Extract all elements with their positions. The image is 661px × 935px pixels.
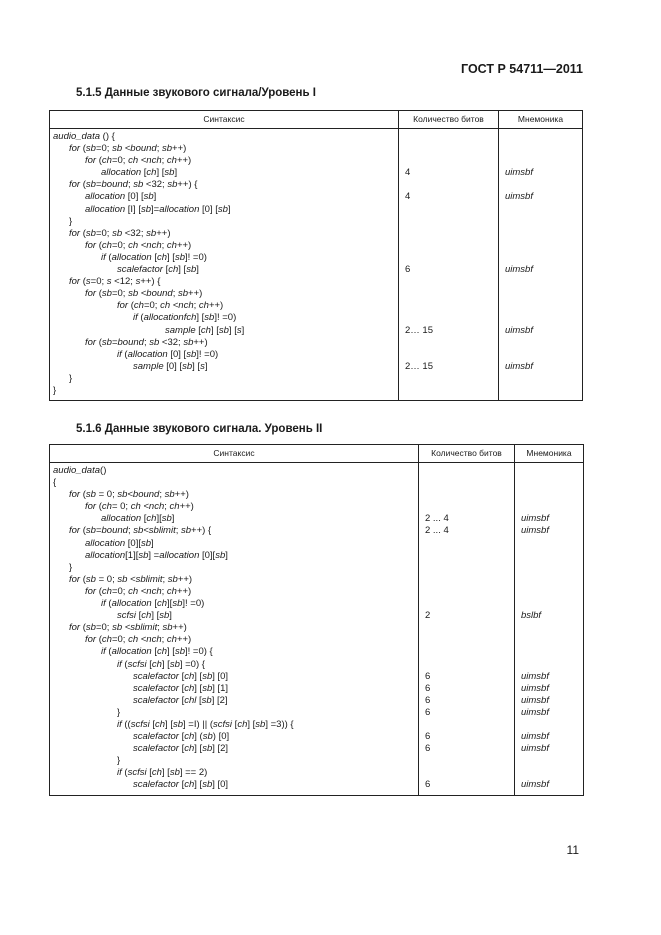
bits-cell: [419, 501, 515, 513]
mnemonic-cell: [515, 646, 584, 658]
mnemonic-cell: [499, 288, 583, 300]
table-row: [50, 610, 584, 622]
table-row: [50, 489, 584, 501]
mnemonic-cell: uimsbf: [515, 707, 584, 719]
syntax-cell: audio_data () {: [50, 129, 399, 144]
syntax-cell: for (ch=0; ch <nch; ch++): [50, 634, 419, 646]
bits-cell: [419, 598, 515, 610]
table-row: [50, 204, 583, 216]
syntax-cell: allocation [I] [sb]=allocation [0] [sb]: [50, 204, 399, 216]
bits-cell: 2 ... 4: [419, 513, 515, 525]
bits-cell: 6: [419, 671, 515, 683]
syntax-cell: for (sb = 0; sb<bound; sb++): [50, 489, 419, 501]
syntax-cell: for (sb=0; sb <bound; sb++): [50, 143, 399, 155]
mnemonic-cell: [515, 719, 584, 731]
mnemonic-cell: [515, 562, 584, 574]
bits-cell: [399, 373, 499, 385]
table-row: [50, 179, 583, 191]
syntax-cell: allocation[1][sb] =allocation [0][sb]: [50, 550, 419, 562]
mnemonic-cell: [499, 373, 583, 385]
table-row: [50, 538, 584, 550]
syntax-cell: for (sb=bound; sb<sblimit; sb++) {: [50, 525, 419, 537]
table-row: [50, 574, 584, 586]
syntax-cell: for (sb=0; sb <bound; sb++): [50, 288, 399, 300]
table-row: [50, 598, 584, 610]
bits-cell: [419, 538, 515, 550]
table-row: [50, 300, 583, 312]
table-row: [50, 477, 584, 489]
column-header-mnemonic: Мнемоника: [515, 445, 584, 463]
mnemonic-cell: [499, 240, 583, 252]
table-row: [50, 349, 583, 361]
syntax-cell: scalefactor [ch] [sb] [0]: [50, 671, 419, 683]
syntax-cell: for (sb=bound; sb <32; sb++): [50, 337, 399, 349]
syntax-cell: for (ch=0; ch <nch; ch++): [50, 300, 399, 312]
syntax-cell: allocation [ch] [sb]: [50, 167, 399, 179]
table-row: [50, 622, 584, 634]
table-row: [50, 586, 584, 598]
bits-cell: [399, 155, 499, 167]
mnemonic-cell: uimsbf: [515, 743, 584, 755]
syntax-cell: for (sb=0; sb <sblimit; sb++): [50, 622, 419, 634]
bits-cell: [419, 719, 515, 731]
column-header-bits: Количество битов: [399, 111, 499, 129]
bits-cell: 6: [419, 707, 515, 719]
mnemonic-cell: [515, 538, 584, 550]
mnemonic-cell: [515, 634, 584, 646]
bits-cell: [399, 300, 499, 312]
syntax-cell: scalefactor [ch] [sb] [0]: [50, 779, 419, 795]
syntax-cell: for (ch=0; ch <nch; ch++): [50, 586, 419, 598]
mnemonic-cell: [515, 755, 584, 767]
bits-cell: [419, 574, 515, 586]
section-title-level-2: 5.1.6 Данные звукового сигнала. Уровень II: [76, 423, 323, 435]
bits-cell: [419, 463, 515, 478]
syntax-cell: }: [50, 373, 399, 385]
bits-cell: 2: [419, 610, 515, 622]
column-header-syntax: Синтаксис: [50, 445, 419, 463]
syntax-cell: }: [50, 385, 399, 401]
table-row: [50, 695, 584, 707]
syntax-cell: }: [50, 707, 419, 719]
mnemonic-cell: [515, 550, 584, 562]
table-row: [50, 731, 584, 743]
table-row: [50, 550, 584, 562]
bits-cell: [419, 550, 515, 562]
syntax-cell: scalefactor [ch] (sb) [0]: [50, 731, 419, 743]
table-row: [50, 767, 584, 779]
section-title-level-1: 5.1.5 Данные звукового сигнала/Уровень I: [76, 87, 316, 99]
syntax-cell: scalefactor [chl [sb] [2]: [50, 695, 419, 707]
table-row: [50, 361, 583, 373]
table-row: [50, 659, 584, 671]
table-row: [50, 167, 583, 179]
syntax-table-level-2: [49, 444, 584, 796]
mnemonic-cell: [499, 143, 583, 155]
mnemonic-cell: [499, 349, 583, 361]
syntax-cell: scalefactor [ch] [sb] [2]: [50, 743, 419, 755]
mnemonic-cell: [515, 463, 584, 478]
table-row: [50, 385, 583, 401]
mnemonic-cell: [499, 179, 583, 191]
table-row: [50, 143, 583, 155]
mnemonic-cell: [499, 155, 583, 167]
bits-cell: [399, 228, 499, 240]
bits-cell: 4: [399, 167, 499, 179]
syntax-cell: audio_data(): [50, 463, 419, 478]
table-row: [50, 719, 584, 731]
syntax-cell: for (sb = 0; sb <sblimit; sb++): [50, 574, 419, 586]
bits-cell: [399, 216, 499, 228]
syntax-cell: scalefactor [ch] [sb]: [50, 264, 399, 276]
mnemonic-cell: uimsbf: [515, 525, 584, 537]
document-header-standard: ГОСТ Р 54711—2011: [461, 62, 583, 76]
mnemonic-cell: [499, 385, 583, 401]
table-row: [50, 683, 584, 695]
mnemonic-cell: uimsbf: [515, 671, 584, 683]
syntax-cell: for (ch=0; ch <nch; ch++): [50, 155, 399, 167]
mnemonic-cell: [515, 501, 584, 513]
bits-cell: [419, 646, 515, 658]
syntax-cell: for (ch=0; ch <nch; ch++): [50, 240, 399, 252]
bits-cell: [419, 489, 515, 501]
mnemonic-cell: bslbf: [515, 610, 584, 622]
mnemonic-cell: [515, 767, 584, 779]
bits-cell: [419, 659, 515, 671]
page-number: 11: [566, 843, 579, 857]
bits-cell: [399, 276, 499, 288]
syntax-cell: if (allocation [0] [sb]! =0): [50, 349, 399, 361]
table-row: [50, 264, 583, 276]
syntax-cell: if (allocation [ch][sb]! =0): [50, 598, 419, 610]
syntax-cell: allocation [0][sb]: [50, 538, 419, 550]
bits-cell: [399, 143, 499, 155]
syntax-cell: for (sb=bound; sb <32; sb++) {: [50, 179, 399, 191]
mnemonic-cell: [499, 228, 583, 240]
mnemonic-cell: [515, 489, 584, 501]
mnemonic-cell: [499, 276, 583, 288]
syntax-cell: allocation [0] [sb]: [50, 191, 399, 203]
mnemonic-cell: uimsbf: [515, 695, 584, 707]
mnemonic-cell: uimsbf: [499, 361, 583, 373]
syntax-cell: }: [50, 216, 399, 228]
bits-cell: 6: [419, 779, 515, 795]
mnemonic-cell: uimsbf: [499, 264, 583, 276]
table-row: [50, 513, 584, 525]
table-row: [50, 463, 584, 478]
table-row: [50, 155, 583, 167]
bits-cell: 6: [419, 731, 515, 743]
bits-cell: [399, 337, 499, 349]
bits-cell: 2 ... 4: [419, 525, 515, 537]
mnemonic-cell: [515, 574, 584, 586]
table-row: [50, 707, 584, 719]
syntax-cell: for (sb=0; sb <32; sb++): [50, 228, 399, 240]
bits-cell: [399, 385, 499, 401]
mnemonic-cell: [515, 659, 584, 671]
mnemonic-cell: [515, 477, 584, 489]
mnemonic-cell: [515, 622, 584, 634]
mnemonic-cell: [515, 586, 584, 598]
bits-cell: [419, 562, 515, 574]
syntax-cell: sample [ch] [sb] [s]: [50, 325, 399, 337]
bits-cell: 6: [419, 683, 515, 695]
table-row: [50, 373, 583, 385]
mnemonic-cell: [499, 216, 583, 228]
syntax-cell: for (s=0; s <12; s++) {: [50, 276, 399, 288]
syntax-cell: if (allocationfch] [sb]! =0): [50, 312, 399, 324]
mnemonic-cell: uimsbf: [515, 731, 584, 743]
table-row: [50, 228, 583, 240]
bits-cell: 6: [419, 743, 515, 755]
syntax-cell: }: [50, 755, 419, 767]
bits-cell: [399, 204, 499, 216]
mnemonic-cell: uimsbf: [499, 167, 583, 179]
bits-cell: [399, 288, 499, 300]
table-row: [50, 312, 583, 324]
table-row: [50, 671, 584, 683]
table-row: [50, 646, 584, 658]
mnemonic-cell: [499, 204, 583, 216]
table-row: [50, 501, 584, 513]
table-row: [50, 562, 584, 574]
bits-cell: [419, 755, 515, 767]
bits-cell: 2… 15: [399, 325, 499, 337]
bits-cell: [399, 312, 499, 324]
syntax-cell: if (allocation [ch] [sb]! =0): [50, 252, 399, 264]
mnemonic-cell: uimsbf: [515, 683, 584, 695]
bits-cell: 2… 15: [399, 361, 499, 373]
bits-cell: [419, 586, 515, 598]
table-row: [50, 240, 583, 252]
mnemonic-cell: uimsbf: [515, 513, 584, 525]
syntax-cell: {: [50, 477, 419, 489]
bits-cell: [419, 622, 515, 634]
mnemonic-cell: [515, 598, 584, 610]
bits-cell: [399, 179, 499, 191]
bits-cell: [399, 349, 499, 361]
syntax-cell: sample [0] [sb] [s]: [50, 361, 399, 373]
mnemonic-cell: [499, 312, 583, 324]
table-row: [50, 191, 583, 203]
syntax-table-level-1: [49, 110, 583, 401]
bits-cell: [399, 129, 499, 144]
mnemonic-cell: uimsbf: [499, 191, 583, 203]
syntax-cell: if (scfsi [ch] [sb] == 2): [50, 767, 419, 779]
column-header-mnemonic: Мнемоника: [499, 111, 583, 129]
bits-cell: [399, 240, 499, 252]
mnemonic-cell: uimsbf: [515, 779, 584, 795]
bits-cell: [399, 252, 499, 264]
bits-cell: 6: [419, 695, 515, 707]
syntax-cell: if (allocation [ch] [sb]! =0) {: [50, 646, 419, 658]
table-row: [50, 216, 583, 228]
table-row: [50, 276, 583, 288]
table-row: [50, 288, 583, 300]
table-row: [50, 525, 584, 537]
column-header-syntax: Синтаксис: [50, 111, 399, 129]
table-row: [50, 634, 584, 646]
mnemonic-cell: [499, 252, 583, 264]
table-row: [50, 337, 583, 349]
bits-cell: 4: [399, 191, 499, 203]
table-row: [50, 252, 583, 264]
mnemonic-cell: [499, 337, 583, 349]
mnemonic-cell: uimsbf: [499, 325, 583, 337]
syntax-cell: for (ch= 0; ch <nch; ch++): [50, 501, 419, 513]
bits-cell: [419, 477, 515, 489]
syntax-cell: scfsi [ch] [sb]: [50, 610, 419, 622]
table-row: [50, 779, 584, 795]
syntax-cell: scalefactor [ch] [sb] [1]: [50, 683, 419, 695]
bits-cell: [419, 634, 515, 646]
syntax-cell: if ((scfsi [ch] [sb] =I) || (scfsi [ch] [sb] =3)) {: [50, 719, 419, 731]
table-row: [50, 129, 583, 144]
syntax-cell: if (scfsi [ch] [sb] =0) {: [50, 659, 419, 671]
mnemonic-cell: [499, 300, 583, 312]
column-header-bits: Количество битов: [419, 445, 515, 463]
bits-cell: 6: [399, 264, 499, 276]
table-row: [50, 743, 584, 755]
table-row: [50, 755, 584, 767]
syntax-cell: allocation [ch][sb]: [50, 513, 419, 525]
mnemonic-cell: [499, 129, 583, 144]
syntax-cell: }: [50, 562, 419, 574]
bits-cell: [419, 767, 515, 779]
table-row: [50, 325, 583, 337]
